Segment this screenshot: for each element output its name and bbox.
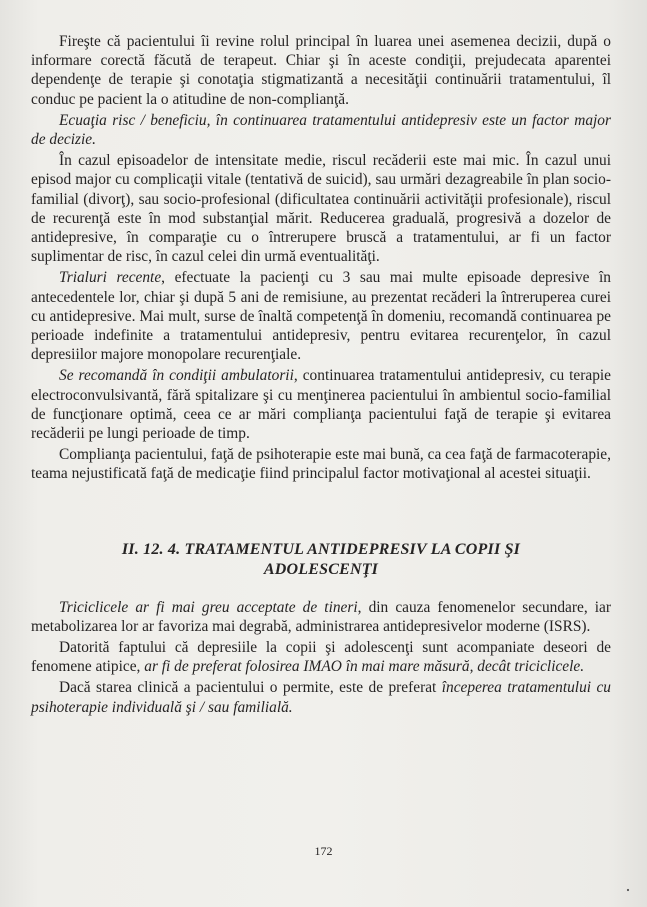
body-paragraph — [31, 678, 611, 716]
body-paragraph — [31, 32, 611, 109]
italic-text-run: începerea tratamentului cu psihoterapie individuală şi / sau familială. — [31, 679, 611, 716]
section-heading-line-2: ADOLESCENŢI — [263, 560, 379, 578]
text-section-bottom — [31, 598, 611, 717]
text-run: Dacă starea clinică a pacientului o permite, este de preferat — [59, 679, 442, 697]
text-run: Datorită faptului că depresiile la copii şi adolescenţi sunt acompaniate deseori de fenomene atipice, — [31, 639, 611, 676]
body-paragraph — [31, 111, 611, 149]
italic-text-run: Triciclicele ar fi mai greu acceptate de tineri — [59, 598, 358, 616]
body-paragraph — [31, 598, 611, 636]
text-run: Fireşte că pacientului îi revine rolul principal în luarea unei asemenea decizii, după o informare corectă făcută de terapeut. Chiar şi în aceste condiţii, prejudecata aparentei dependenţe de terapie şi conotaţia stigmatizantă a necesităţii continuării tratamentului, îl conduc pe pacient la o atitudine de non-complianţă. — [31, 33, 611, 108]
body-paragraph — [31, 445, 611, 483]
text-section-top — [31, 32, 611, 484]
section-heading-line-1: II. 12. 4. TRATAMENTUL ANTIDEPRESIV LA COPII ŞI — [121, 540, 521, 558]
italic-text-run: Ecuaţia risc / beneficiu, în continuarea tratamentului antidepresiv este un factor major de decizie. — [31, 111, 611, 149]
text-run: , efectuate la pacienţi cu 3 sau mai multe episoade depresive în antecedentele lor, chiar şi după 5 ani de remisiune, au prezentat recăderi la întreruperea curei cu antidepresive. Mai mult, surse de înaltă competenţă în domeniu, recomandă continuarea pe perioade indefinite a tratamentului antidepresiv, pentru evitarea recurenţelor, în cazul depresiilor majore monopolare recurenţiale. — [31, 269, 612, 364]
italic-text-run: ar fi de preferat folosirea IMAO în mai mare măsură, decât triciclicele. — [144, 658, 585, 676]
italic-text-run: Se recomandă în condiţii ambulatorii — [59, 367, 294, 385]
body-paragraph — [31, 151, 611, 266]
body-paragraph — [31, 638, 611, 676]
body-paragraph — [31, 366, 611, 443]
text-run: În cazul episoadelor de intensitate medie, riscul recăderii este mai mic. În cazul unui episod major cu complicaţii vitale (tentativă de suicid), sau urmări dezagreabile în plan socio-familial (divorţ), sau socio-profesional (dificultatea continuării activităţii profesionale), riscul de recurenţă este în mod substanţial mărit. Reducerea graduală, progresivă a dozelor de antidepresive, în comparaţie cu o întrerupere bruscă a tratamentului, ar fi un factor suplimentar de risc, în cazul celei din urmă eventualităţi. — [31, 152, 611, 266]
text-run: , continuarea tratamentului antidepresiv, cu terapie electroconvulsivantă, fără spitalizare şi cu menţinerea pacientului în ambientul socio-familial de funcţionare optimă, ceea ce ar mări complianţa pacientului faţă de terapie şi evitarea recăderii pe lungi perioade de timp. — [31, 367, 612, 443]
section-heading — [31, 540, 611, 580]
page-number: 172 — [314, 844, 333, 858]
text-run: Complianţa pacientului, faţă de psihoterapie este mai bună, ca cea faţă de farmacoterapie, teama nejustificată faţă de medicaţie fiind principalul factor motivaţional al acestei situaţii. — [31, 446, 611, 483]
body-paragraph — [31, 268, 611, 364]
scan-speck-mark — [626, 888, 630, 892]
italic-text-run: Trialuri recente — [59, 269, 162, 287]
page-body — [31, 32, 611, 717]
text-run: , din cauza fenomenelor secundare, iar metabolizarea lor ar favoriza mai degrabă, administrarea antidepresivelor moderne (ISRS). — [31, 598, 611, 635]
